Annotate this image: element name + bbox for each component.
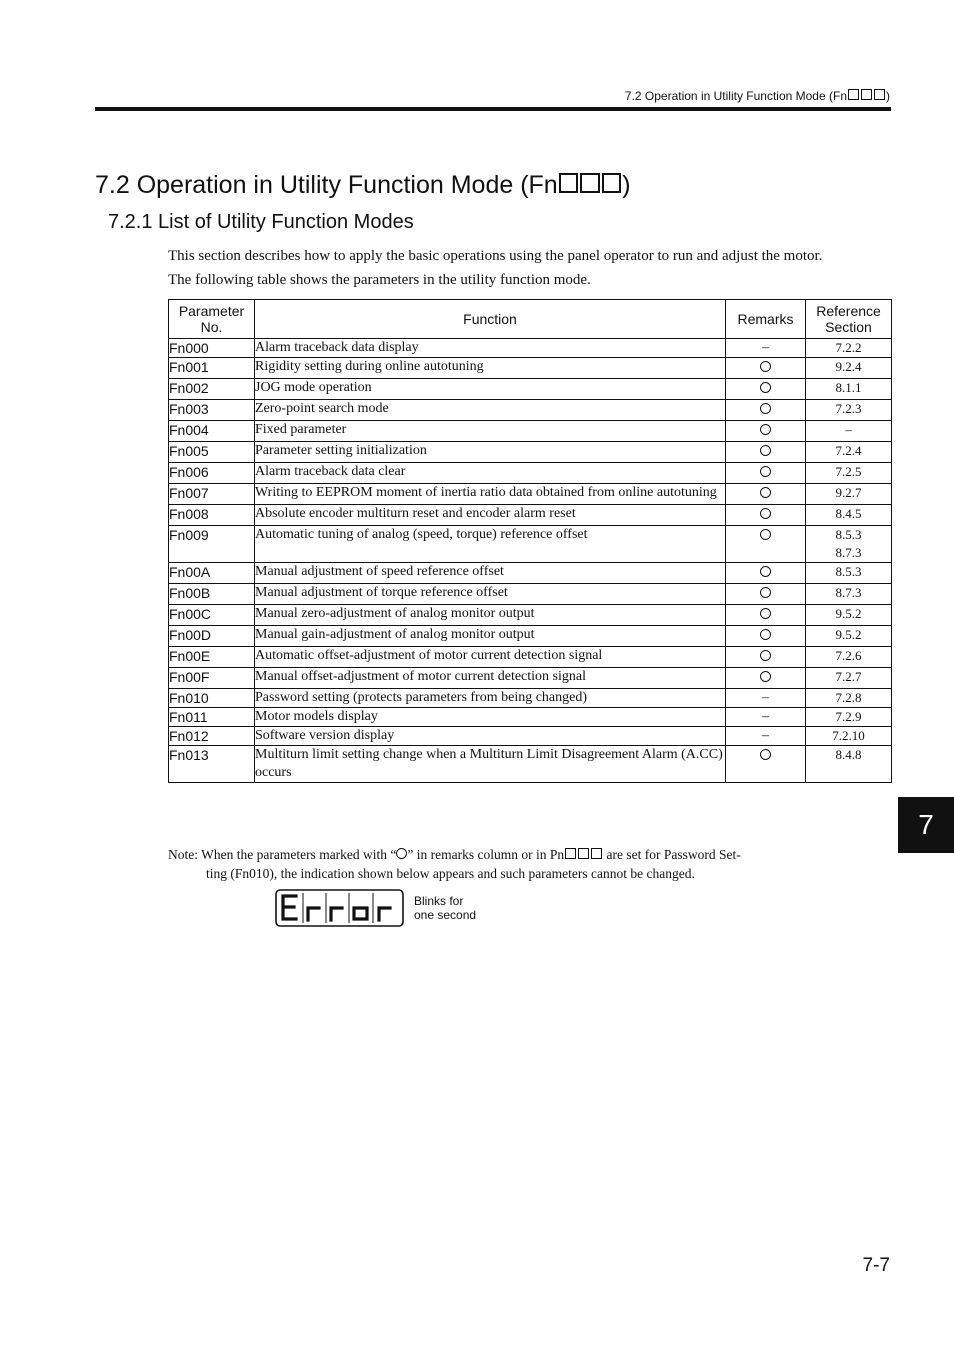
note-text-3: are set for Password Set- bbox=[603, 847, 741, 862]
parameter-no-cell: Fn007 bbox=[169, 484, 255, 505]
dash-mark-icon: – bbox=[762, 728, 769, 743]
reference-section-value: 7.2.6 bbox=[835, 648, 862, 663]
function-cell: Automatic offset-adjustment of motor current detection signal bbox=[255, 647, 726, 668]
seven-segment-error-display bbox=[275, 889, 405, 927]
header-function: Function bbox=[255, 300, 726, 339]
parameter-no-cell: Fn00F bbox=[169, 668, 255, 689]
parameter-no-cell: Fn005 bbox=[169, 442, 255, 463]
section-title-end: ) bbox=[622, 171, 631, 199]
circle-mark-icon bbox=[760, 382, 771, 393]
table-body bbox=[169, 339, 892, 783]
remarks-cell bbox=[726, 626, 806, 647]
function-cell: Password setting (protects parameters from being changed) bbox=[255, 689, 726, 708]
intro-line-2: The following table shows the parameters in the utility function mode. bbox=[168, 272, 591, 288]
circle-mark-icon bbox=[760, 587, 771, 598]
remarks-cell bbox=[726, 484, 806, 505]
reference-section-cell bbox=[806, 727, 892, 746]
circle-mark-icon bbox=[760, 650, 771, 661]
header-reference-section bbox=[806, 300, 892, 339]
header-parameter-line1: Parameter bbox=[178, 303, 245, 319]
remarks-cell bbox=[726, 668, 806, 689]
parameter-no-cell: Fn006 bbox=[169, 463, 255, 484]
circle-mark-icon bbox=[760, 403, 771, 414]
error-display-figure bbox=[275, 889, 405, 932]
table-row bbox=[169, 689, 892, 708]
reference-section-cell bbox=[806, 584, 892, 605]
table-row bbox=[169, 339, 892, 358]
intro-text bbox=[168, 244, 890, 292]
remarks-cell bbox=[726, 689, 806, 708]
note bbox=[168, 845, 808, 883]
table-row bbox=[169, 727, 892, 746]
reference-section-value: 8.5.3 bbox=[835, 527, 862, 542]
reference-section-cell bbox=[806, 442, 892, 463]
placeholder-square-icon bbox=[602, 173, 622, 193]
table-row bbox=[169, 442, 892, 463]
circle-mark-icon bbox=[760, 529, 771, 540]
reference-section-cell bbox=[806, 400, 892, 421]
page-number: 7-7 bbox=[862, 1255, 890, 1276]
running-head-text: 7.2 Operation in Utility Function Mode (Fn bbox=[624, 89, 847, 104]
dash-mark-icon: – bbox=[762, 340, 769, 355]
subsection-title: 7.2.1 List of Utility Function Modes bbox=[108, 211, 414, 233]
reference-section-value: 9.5.2 bbox=[835, 627, 862, 642]
dash-mark-icon: – bbox=[762, 690, 769, 705]
remarks-cell bbox=[726, 647, 806, 668]
remarks-cell bbox=[726, 442, 806, 463]
placeholder-square-icon bbox=[848, 89, 859, 100]
table-row bbox=[169, 708, 892, 727]
table-row bbox=[169, 584, 892, 605]
reference-section-cell bbox=[806, 647, 892, 668]
function-cell: Parameter setting initialization bbox=[255, 442, 726, 463]
header-ref-line1: Reference bbox=[816, 303, 881, 319]
parameter-no-cell: Fn009 bbox=[169, 526, 255, 563]
dash-mark-icon: – bbox=[762, 709, 769, 724]
function-cell: Manual adjustment of speed reference offset bbox=[255, 563, 726, 584]
reference-section-cell bbox=[806, 379, 892, 400]
table-row bbox=[169, 626, 892, 647]
table-row bbox=[169, 505, 892, 526]
table-row bbox=[169, 400, 892, 421]
parameter-no-cell: Fn008 bbox=[169, 505, 255, 526]
function-cell: Zero-point search mode bbox=[255, 400, 726, 421]
reference-section-value: 8.7.3 bbox=[835, 585, 862, 600]
reference-section-value: 9.2.7 bbox=[835, 485, 862, 500]
parameter-no-cell: Fn001 bbox=[169, 358, 255, 379]
table-row bbox=[169, 647, 892, 668]
reference-section-cell bbox=[806, 668, 892, 689]
parameter-no-cell: Fn010 bbox=[169, 689, 255, 708]
parameter-no-cell: Fn011 bbox=[169, 708, 255, 727]
reference-section-value: 7.2.5 bbox=[835, 464, 862, 479]
function-cell: Manual adjustment of torque reference offset bbox=[255, 584, 726, 605]
section-title bbox=[95, 171, 631, 200]
function-cell: Alarm traceback data display bbox=[255, 339, 726, 358]
caption-line-2: one second bbox=[414, 908, 477, 922]
chapter-tab: 7 bbox=[898, 797, 954, 853]
function-cell: Manual offset-adjustment of motor current detection signal bbox=[255, 668, 726, 689]
placeholder-square-icon bbox=[874, 89, 885, 100]
running-head bbox=[625, 89, 890, 103]
reference-section-cell bbox=[806, 708, 892, 727]
parameter-no-cell: Fn000 bbox=[169, 339, 255, 358]
header-remarks: Remarks bbox=[726, 300, 806, 339]
table-header-row bbox=[169, 300, 892, 339]
reference-section-cell bbox=[806, 358, 892, 379]
reference-section-cell bbox=[806, 605, 892, 626]
reference-section-value: 7.2.9 bbox=[835, 709, 862, 724]
remarks-cell bbox=[726, 563, 806, 584]
table-row bbox=[169, 379, 892, 400]
function-cell: Rigidity setting during online autotuning bbox=[255, 358, 726, 379]
parameter-no-cell: Fn003 bbox=[169, 400, 255, 421]
intro-line-1: This section describes how to apply the basic operations using the panel operator to run and adjust the motor. bbox=[168, 248, 823, 264]
placeholder-square-icon bbox=[578, 848, 589, 859]
section-title-text: 7.2 Operation in Utility Function Mode (Fn bbox=[95, 171, 558, 199]
remarks-cell bbox=[726, 400, 806, 421]
reference-section-cell bbox=[806, 339, 892, 358]
function-cell: Writing to EEPROM moment of inertia ratio data obtained from online autotuning bbox=[255, 484, 726, 505]
reference-section-value: 7.2.10 bbox=[832, 728, 865, 743]
reference-section-cell bbox=[806, 421, 892, 442]
table-row bbox=[169, 484, 892, 505]
parameter-no-cell: Fn004 bbox=[169, 421, 255, 442]
reference-section-cell bbox=[806, 526, 892, 563]
table-row bbox=[169, 746, 892, 783]
placeholder-square-icon bbox=[591, 848, 602, 859]
reference-section-cell bbox=[806, 463, 892, 484]
table-row bbox=[169, 668, 892, 689]
reference-section-value: 9.2.4 bbox=[835, 359, 862, 374]
function-cell: Fixed parameter bbox=[255, 421, 726, 442]
circle-mark-icon bbox=[760, 749, 771, 760]
caption-line-1: Blinks for bbox=[414, 894, 464, 908]
placeholder-square-icon bbox=[580, 173, 600, 193]
display-caption bbox=[414, 894, 476, 922]
circle-mark-icon bbox=[760, 466, 771, 477]
circle-mark-icon bbox=[760, 487, 771, 498]
reference-section-value: – bbox=[845, 422, 852, 437]
reference-section-value: 8.1.1 bbox=[835, 380, 862, 395]
header-ref-line2: Section bbox=[825, 319, 872, 335]
remarks-cell bbox=[726, 463, 806, 484]
reference-section-value: 8.4.8 bbox=[835, 747, 862, 762]
remarks-cell bbox=[726, 358, 806, 379]
remarks-cell bbox=[726, 605, 806, 626]
reference-section-value: 7.2.8 bbox=[835, 690, 862, 705]
remarks-cell bbox=[726, 584, 806, 605]
note-text-2: ” in remarks column or in Pn bbox=[407, 847, 565, 862]
parameter-no-cell: Fn00C bbox=[169, 605, 255, 626]
table-row bbox=[169, 463, 892, 484]
function-cell: Automatic tuning of analog (speed, torque) reference offset bbox=[255, 526, 726, 563]
reference-section-cell bbox=[806, 746, 892, 783]
circle-mark-icon bbox=[760, 608, 771, 619]
remarks-cell bbox=[726, 339, 806, 358]
running-head-end: ) bbox=[886, 89, 890, 104]
placeholder-square-icon bbox=[565, 848, 576, 859]
reference-section-value: 7.2.2 bbox=[835, 340, 862, 355]
circle-mark-icon bbox=[760, 566, 771, 577]
table-row bbox=[169, 421, 892, 442]
function-cell: Software version display bbox=[255, 727, 726, 746]
function-cell: Manual gain-adjustment of analog monitor output bbox=[255, 626, 726, 647]
function-cell: JOG mode operation bbox=[255, 379, 726, 400]
reference-section-value: 8.5.3 bbox=[835, 564, 862, 579]
reference-section-value: 7.2.7 bbox=[835, 669, 862, 684]
reference-section-value: 7.2.4 bbox=[835, 443, 862, 458]
reference-section-cell bbox=[806, 505, 892, 526]
placeholder-square-icon bbox=[861, 89, 872, 100]
circle-mark-icon bbox=[396, 848, 407, 859]
header-parameter-no bbox=[169, 300, 255, 339]
remarks-cell bbox=[726, 746, 806, 783]
table-row bbox=[169, 526, 892, 563]
parameter-no-cell: Fn00E bbox=[169, 647, 255, 668]
circle-mark-icon bbox=[760, 424, 771, 435]
circle-mark-icon bbox=[760, 361, 771, 372]
header-parameter-line2: No. bbox=[200, 319, 223, 335]
remarks-cell bbox=[726, 379, 806, 400]
reference-section-value: 7.2.3 bbox=[835, 401, 862, 416]
circle-mark-icon bbox=[760, 508, 771, 519]
function-cell: Absolute encoder multiturn reset and encoder alarm reset bbox=[255, 505, 726, 526]
table-row bbox=[169, 563, 892, 584]
parameter-no-cell: Fn00D bbox=[169, 626, 255, 647]
parameter-no-cell: Fn00A bbox=[169, 563, 255, 584]
function-cell: Alarm traceback data clear bbox=[255, 463, 726, 484]
parameter-no-cell: Fn013 bbox=[169, 746, 255, 783]
reference-section-cell bbox=[806, 563, 892, 584]
circle-mark-icon bbox=[760, 671, 771, 682]
note-text-4: ting (Fn010), the indication shown below appears and such parameters cannot be changed. bbox=[206, 866, 695, 881]
reference-section-cell bbox=[806, 484, 892, 505]
reference-section-cell bbox=[806, 689, 892, 708]
reference-section-cell bbox=[806, 626, 892, 647]
note-text-1: Note: When the parameters marked with “ bbox=[168, 847, 397, 862]
function-cell: Multiturn limit setting change when a Multiturn Limit Disagreement Alarm (A.CC) occurs bbox=[255, 746, 726, 783]
utility-function-table bbox=[168, 299, 892, 783]
reference-section-value: 8.4.5 bbox=[835, 506, 862, 521]
function-cell: Motor models display bbox=[255, 708, 726, 727]
placeholder-square-icon bbox=[559, 173, 579, 193]
table-row bbox=[169, 605, 892, 626]
function-cell: Manual zero-adjustment of analog monitor output bbox=[255, 605, 726, 626]
circle-mark-icon bbox=[760, 445, 771, 456]
remarks-cell bbox=[726, 505, 806, 526]
reference-section-value: 8.7.3 bbox=[835, 545, 862, 560]
reference-section-value: 9.5.2 bbox=[835, 606, 862, 621]
table-row bbox=[169, 358, 892, 379]
parameter-no-cell: Fn00B bbox=[169, 584, 255, 605]
remarks-cell bbox=[726, 727, 806, 746]
parameter-no-cell: Fn002 bbox=[169, 379, 255, 400]
remarks-cell bbox=[726, 708, 806, 727]
remarks-cell bbox=[726, 526, 806, 563]
parameter-no-cell: Fn012 bbox=[169, 727, 255, 746]
header-rule bbox=[95, 107, 891, 111]
circle-mark-icon bbox=[760, 629, 771, 640]
remarks-cell bbox=[726, 421, 806, 442]
